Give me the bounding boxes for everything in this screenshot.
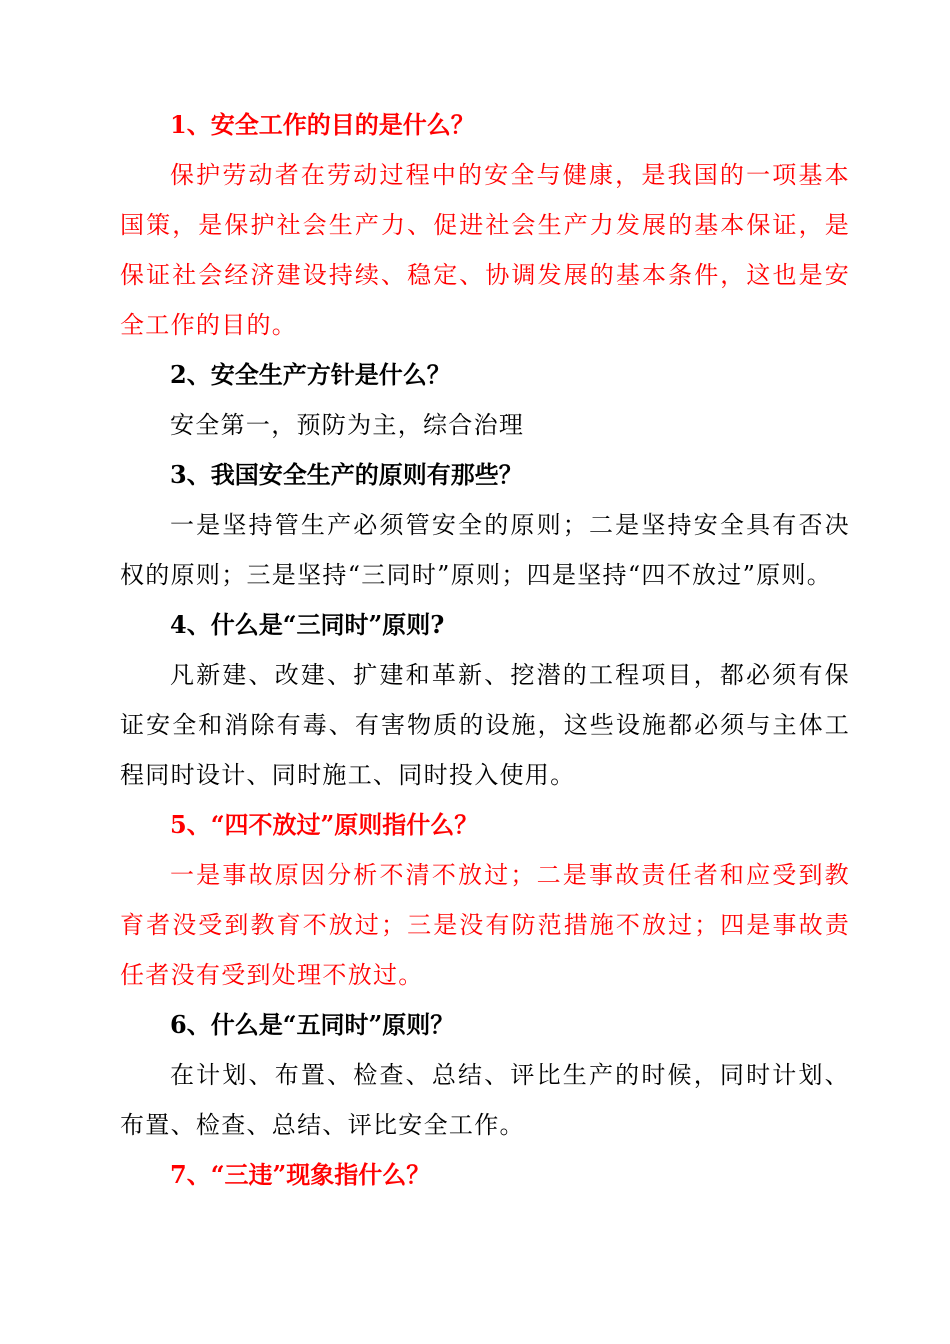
answer-5: 一是事故原因分析不清不放过；二是事故责任者和应受到教育者没受到教育不放过；三是没有防范措施不放过；四是事故责任者没有受到处理不放过。: [120, 861, 850, 989]
answer-3: 一是坚持管生产必须管安全的原则；二是坚持安全具有否决权的原则；三是坚持“三同时”原则；四是坚持“四不放过”原则。: [120, 511, 850, 589]
answer-6: 在计划、布置、检查、总结、评比生产的时候，同时计划、布置、检查、总结、评比安全工作。: [120, 1061, 850, 1139]
answer-1: 保护劳动者在劳动过程中的安全与健康，是我国的一项基本国策，是保护社会生产力、促进社会生产力发展的基本保证，是保证社会经济建设持续、稳定、协调发展的基本条件，这也是安全工作的目的。: [120, 161, 850, 339]
question-7: 7、“三违”现象指什么？: [170, 1160, 431, 1189]
question-6: 6、什么是“五同时”原则？: [170, 1010, 455, 1039]
question-4: 4、什么是“三同时”原则?: [170, 610, 445, 639]
answer-2: 安全第一，预防为主，综合治理: [170, 411, 525, 439]
question-3: 3、我国安全生产的原则有那些？: [170, 460, 523, 489]
question-5: 5、“四不放过”原则指什么？: [170, 810, 479, 839]
question-1: 1、安全工作的目的是什么？: [170, 110, 475, 139]
question-2: 2、安全生产方针是什么？: [170, 360, 451, 389]
answer-4: 凡新建、改建、扩建和革新、挖潜的工程项目，都必须有保证安全和消除有毒、有害物质的设施，这些设施都必须与主体工程同时设计、同时施工、同时投入使用。: [120, 661, 850, 789]
